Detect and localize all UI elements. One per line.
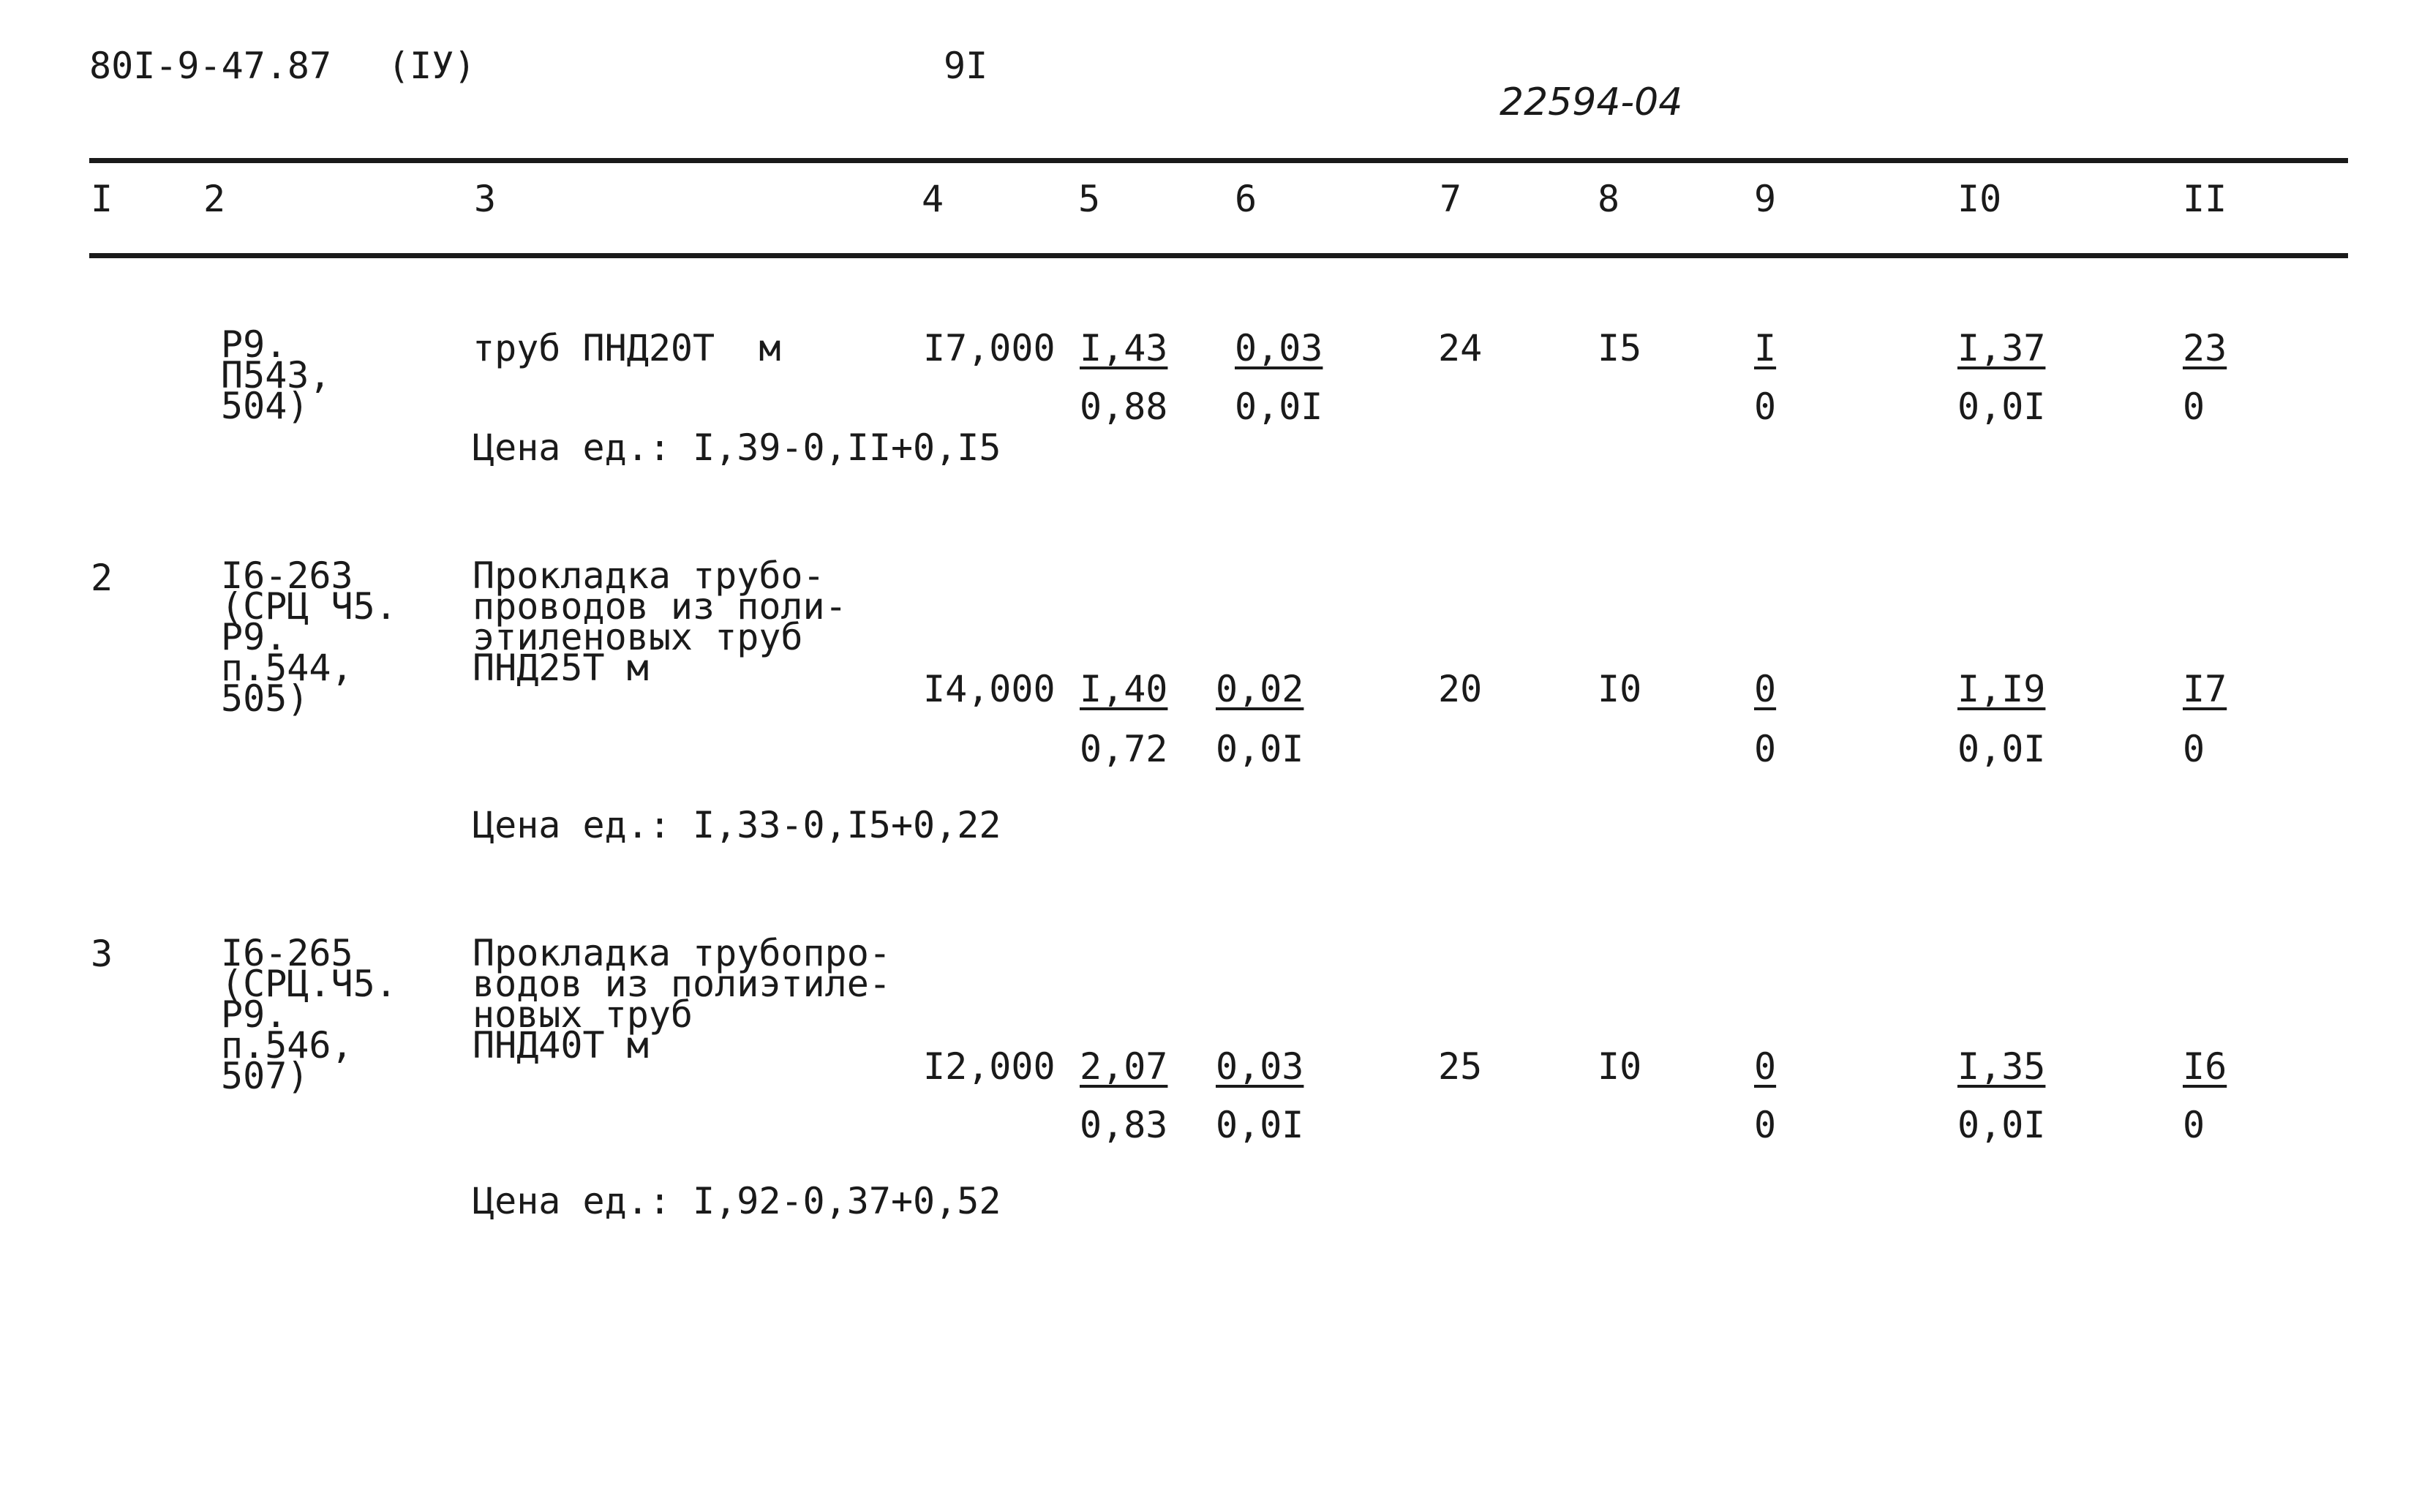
unit-price: Цена ед.: I,92-0,37+0,52 [473,1180,1001,1222]
cell-11-top: I7 [2183,668,2227,710]
cell-6-top: 0,03 [1216,1045,1304,1088]
cell-5-bottom: 0,88 [1080,385,1168,428]
cell-10-bottom: 0,0I [1957,728,2046,770]
column-header: 9 [1754,178,1777,220]
unit-price: Цена ед.: I,33-0,I5+0,22 [473,804,1001,846]
cell-5-top: 2,07 [1080,1045,1168,1088]
cell-11-bottom: 0 [2183,385,2205,428]
cell-7: 24 [1438,327,1483,369]
cell-10-top: I,35 [1957,1045,2046,1088]
cell-10-top: I,I9 [1957,668,2046,710]
unit-price: Цена ед.: I,39-0,II+0,I5 [473,426,1001,469]
row-code: Р9. П543, 504) [221,323,331,427]
cell-5-bottom: 0,72 [1080,728,1168,770]
column-header: I [91,178,113,220]
row-description: Прокладка трубопро- водов из полиэтиле- новых труб ПНД40Т м [473,932,891,1067]
cell-9-top: I [1754,327,1777,369]
column-header: 3 [474,178,497,220]
row-code: I6-263 (СРЦ Ч5. Р9. п.544, 505) [221,554,397,720]
column-header: I0 [1957,178,2002,220]
cell-7: 25 [1438,1045,1483,1088]
column-header: 4 [922,178,944,220]
cell-6-top: 0,03 [1235,327,1323,369]
cell-9-bottom: 0 [1754,385,1777,428]
row-number: 2 [91,557,113,599]
cell-5-top: I,40 [1080,668,1168,710]
row-code: I6-265 (СРЦ.Ч5. Р9. п.546, 507) [221,932,397,1097]
cell-9-top: 0 [1754,668,1777,710]
column-header: 6 [1235,178,1257,220]
document-code: 80I-9-47.87 [89,45,332,87]
volume-label: (IУ) [388,45,476,87]
row-description: труб ПНД20Т м [473,327,781,369]
row-description: Прокладка трубо- проводов из поли- этиленовых труб ПНД25Т м [473,554,847,689]
column-header: 5 [1078,178,1101,220]
column-header: II [2183,178,2227,220]
cell-11-bottom: 0 [2183,728,2205,770]
page-number: 9I [944,45,988,87]
table-header-rule [89,253,2348,258]
column-header: 7 [1440,178,1462,220]
column-header: 8 [1598,178,1620,220]
cell-11-top: I6 [2183,1045,2227,1088]
cell-9-bottom: 0 [1754,1104,1777,1146]
cell-11-bottom: 0 [2183,1104,2205,1146]
column-header: 2 [203,178,226,220]
cell-5-top: I,43 [1080,327,1168,369]
cell-6-bottom: 0,0I [1216,1104,1304,1146]
inventory-stamp: 22594-04 [1500,80,1683,124]
cell-10-top: I,37 [1957,327,2046,369]
cell-6-bottom: 0,0I [1235,385,1323,428]
cell-6-top: 0,02 [1216,668,1304,710]
cell-5-bottom: 0,83 [1080,1104,1168,1146]
cell-10-bottom: 0,0I [1957,385,2046,428]
row-quantity: I2,000 [923,1045,1056,1088]
row-quantity: I7,000 [923,327,1056,369]
cell-7: 20 [1438,668,1483,710]
cell-11-top: 23 [2183,327,2227,369]
cell-8: I0 [1598,668,1642,710]
cell-9-bottom: 0 [1754,728,1777,770]
cell-9-top: 0 [1754,1045,1777,1088]
row-number: 3 [91,933,113,975]
row-quantity: I4,000 [923,668,1056,710]
cell-8: I5 [1598,327,1642,369]
cell-8: I0 [1598,1045,1642,1088]
table-top-rule [89,158,2348,163]
cell-6-bottom: 0,0I [1216,728,1304,770]
cell-10-bottom: 0,0I [1957,1104,2046,1146]
